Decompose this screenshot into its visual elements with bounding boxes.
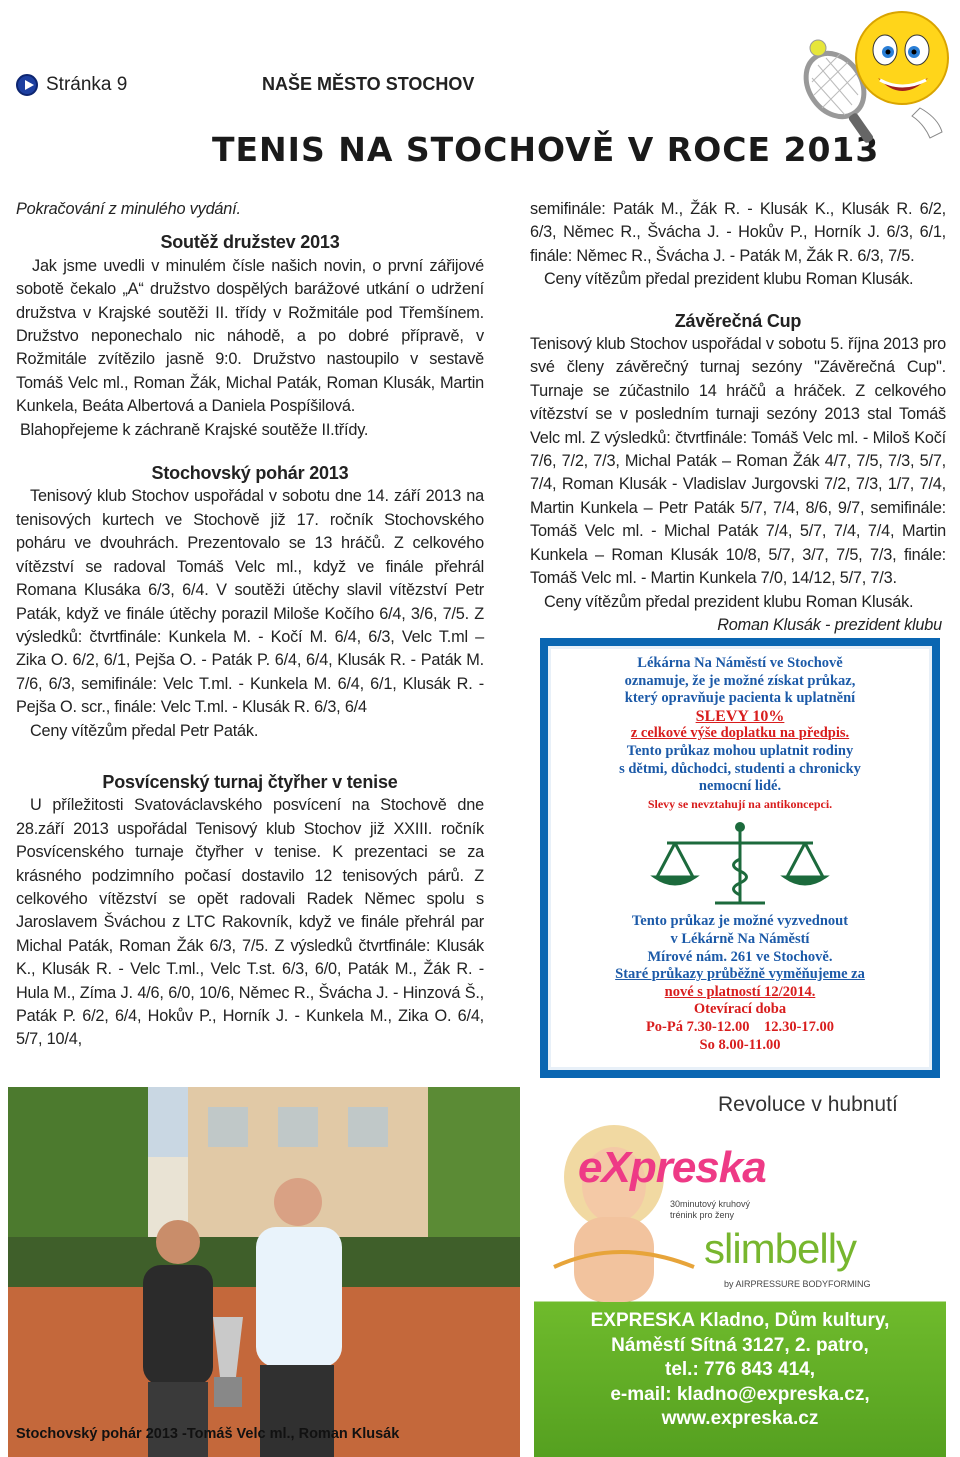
pharmacy-line: nové s platností 12/2014. <box>664 983 816 1000</box>
page-number: Stránka 9 <box>46 74 128 95</box>
expreska-address: Náměstí Sítná 3127, 2. patro, <box>611 1334 869 1356</box>
pharmacy-hours-weekday: Po-Pá 7.30-12.00 12.30-17.00 <box>645 1018 835 1035</box>
expreska-ad <box>534 1087 946 1457</box>
expreska-address: EXPRESKA Kladno, Dům kultury, <box>590 1310 890 1331</box>
page-arrow-icon <box>16 74 38 96</box>
pharmacy-hours-saturday: So 8.00-11.00 <box>699 1036 781 1053</box>
pharmacy-scale-icon <box>645 819 835 911</box>
section-closing-zaverecna: Ceny vítězům předal prezident klubu Roman Klusák. <box>544 592 914 611</box>
section-heading-druzstev: Soutěž družstev 2013 <box>160 232 340 253</box>
pharmacy-line: Tento průkaz mohou uplatnit rodiny <box>626 742 854 759</box>
section-heading-posvicensky: Posvícenský turnaj čtyřher v tenise <box>102 771 398 792</box>
section-body-posvicensky: U příležitosti Svatováclavského posvícení na Stochově dne 28.září 2013 uspořádal Tenisový klub Stochov již XXIII. ročník Posvícenského turnaje čtyřher v tenise. K prezentaci se za krásného podzimního počasí dostavilo 12 tenisových párů. Z celkového vítězství se opět radovali Radek Němec spolu s Jaroslavem Šváchou z LTC Rakovník, když ve finále přehrál par Michal Paták, Roman Žák 6/3, 7/5. Z výsledků čtvrtfinále: Klusák K., Klusák R. - Velc T.ml., Velc T.st. 6/3, 6/0, Paták M., Žák R. - Hula M., Zíma J. 4/6, 6/0, 10/6, Němec R., Švácha J. - Hinzová Š., Paták P. 6/2, 6/4, Hokův P., Horník J. - Kunkela M., Zika O. 6/4, 5/7, 10/4, <box>16 796 484 1049</box>
pharmacy-note: Slevy se nevztahují na antikoncepci. <box>647 796 833 811</box>
pharmacy-line: s dětmi, důchodci, studenti a chronicky <box>619 760 861 777</box>
section-closing-pohar: Ceny vítězům předal Petr Paták. <box>30 721 259 740</box>
pharmacy-discount: SLEVY 10% <box>695 707 785 725</box>
section-heading-pohar: Stochovský pohár 2013 <box>151 463 349 484</box>
section-closing-druzstev: Blahopřejeme k záchraně Krajské soutěže II.třídy. <box>20 420 369 439</box>
section-heading-zaverecna: Závěrečná Cup <box>674 310 802 331</box>
pharmacy-line: z celkové výše doplatku na předpis. <box>630 725 850 742</box>
expreska-subtitle-line: trénink pro ženy <box>670 1210 735 1220</box>
tennis-mascot-icon <box>790 0 960 150</box>
pharmacy-line: Lékárna Na Náměstí ve Stochově <box>637 655 843 671</box>
section-body-zaverecna: Tenisový klub Stochov uspořádal v sobotu 5. října 2013 pro své členy závěrečný turnaj sezóny "Závěrečná Cup". Turnaje se zúčastnilo 14 hráčů a hráček. Z celkového vítězství se v posledním turnaji sezóny 2013 stal Tomáš Velc ml. Z výsledků: čtvrtfinále: Tomáš Velc ml. - Miloš Kočí 7/6, 7/2, 7/3, Michal Paták – Roman Žák 4/7, 7/5, 7/3, 5/7, 7/4, Roman Klusák - Vladislav Jurgovski 7/2, 7/3, 1/7, 7/4, Martin Kunkela – Petr Paták 5/7, 7/4, 8/6, 9/7, semifinále: Tomáš Velc ml. - Michal Paták 7/4, 5/7, 7/4, 7/4, Martin Kunkela – Roman Klusák 10/8, 5/7, 3/7, 7/5, 7/3, finále: Tomáš Velc ml. - Martin Kunkela 7/0, 14/12, 5/7, 7/3. <box>530 335 946 588</box>
pharmacy-line: v Lékárně Na Náměstí <box>670 930 810 947</box>
expreska-subtitle-line: 30minutový kruhový <box>670 1199 751 1209</box>
page-title: TENIS NA STOCHOVĚ V ROCE 2013 <box>212 130 880 169</box>
photo-caption: Stochovský pohár 2013 -Tomáš Velc ml., Roman Klusák <box>16 1426 400 1442</box>
expreska-phone: tel.: 776 843 414, <box>665 1359 815 1380</box>
article-signature: Roman Klusák - prezident klubu <box>717 615 942 634</box>
section-continued-posvicensky: semifinále: Paták M., Žák R. - Klusák K., Klusák R. 6/2, 6/3, Němec R., Švácha J. - Hokův P., Horník J. 6/3, 6/1, finále: Němec R., Švácha J. - Paták M, Žák R. 6/3, 7/5. <box>530 200 946 265</box>
expreska-contact <box>534 1309 946 1432</box>
expreska-logo: eXpreska <box>578 1143 766 1192</box>
pharmacy-ad <box>540 638 940 1078</box>
publication-name: NAŠE MĚSTO STOCHOV <box>262 74 475 94</box>
tennis-winners-photo <box>8 1087 520 1457</box>
section-closing-posvicensky: Ceny vítězům předal prezident klubu Roman Klusák. <box>544 270 914 289</box>
slimbelly-subtitle: by AIRPRESSURE BODYFORMING <box>724 1279 871 1289</box>
left-column <box>16 198 484 1052</box>
expreska-tagline: Revoluce v hubnutí <box>718 1093 898 1116</box>
section-body-druzstev: Jak jsme uvedli v minulém čísle našich novin, o první zářijové sobotě čekalo „A“ družstvo dospělých barážové utkání o udržení družstva v Krajské soutěži II. třídy v Rožmitále pod Třemšínem. Družstvo neponechalo nic náhodě, a po dobré přípravě, v Rožmitále zvítězilo jasně 9:0. Družstvo nastoupilo v sestavě Tomáš Velc ml., Roman Žák, Michal Paták, Roman Klusák, Martin Kunkela, Beáta Albertová a Daniela Pospíšilová. <box>16 256 484 416</box>
pharmacy-address: Mírové nám. 261 ve Stochově. <box>647 948 833 965</box>
expreska-website: www.expreska.cz <box>661 1408 819 1429</box>
right-column <box>530 198 946 637</box>
pharmacy-line: nemocní lidé. <box>698 778 782 795</box>
pharmacy-hours-title: Otevírací doba <box>693 1001 787 1018</box>
pharmacy-line: Tento průkaz je možné vyzvednout <box>631 913 849 930</box>
expreska-email: e-mail: kladno@expreska.cz, <box>610 1383 870 1405</box>
pharmacy-line: který opravňuje pacienta k uplatnění <box>624 690 856 707</box>
expreska-subtitle <box>670 1199 750 1221</box>
pharmacy-line: Staré průkazy průběžně vyměňujeme za <box>615 966 865 983</box>
slimbelly-logo: slimbelly <box>704 1225 857 1272</box>
intro-note: Pokračování z minulého vydání. <box>16 200 241 218</box>
section-body-pohar: Tenisový klub Stochov uspořádal v sobotu dne 14. září 2013 na tenisových kurtech ve Stochově již 17. ročník Stochovského poháru ve dvouhrách. Prezentovalo se 13 hráčů. Z celkového vítězství se radoval Tomáš Velc ml., když ve finále přehrál Romana Klusáka 6/3, 6/4. V soutěži útěchy slavil vítězství Petr Paták, když ve finále útěchy porazil Miloše Kočího 6/4, 3/6, 7/5. Z výsledků: čtvrtfinále: Kunkela M. - Kočí M. 6/4, 6/3, Velc T.ml – Zika O. 6/2, 6/1, Pejša O. - Paták P. 6/4, 6/4, Klusák R. - Paták M. 7/6, 6/3, semifinále: Velc T.ml. - Kunkela M. 6/4, 6/1, Klusák R. - Pejša O. scr., finále: Velc T.ml. - Klusák R. 6/3, 6/4 <box>16 487 484 717</box>
pharmacy-line: oznamuje, že je možné získat průkaz, <box>624 672 856 689</box>
